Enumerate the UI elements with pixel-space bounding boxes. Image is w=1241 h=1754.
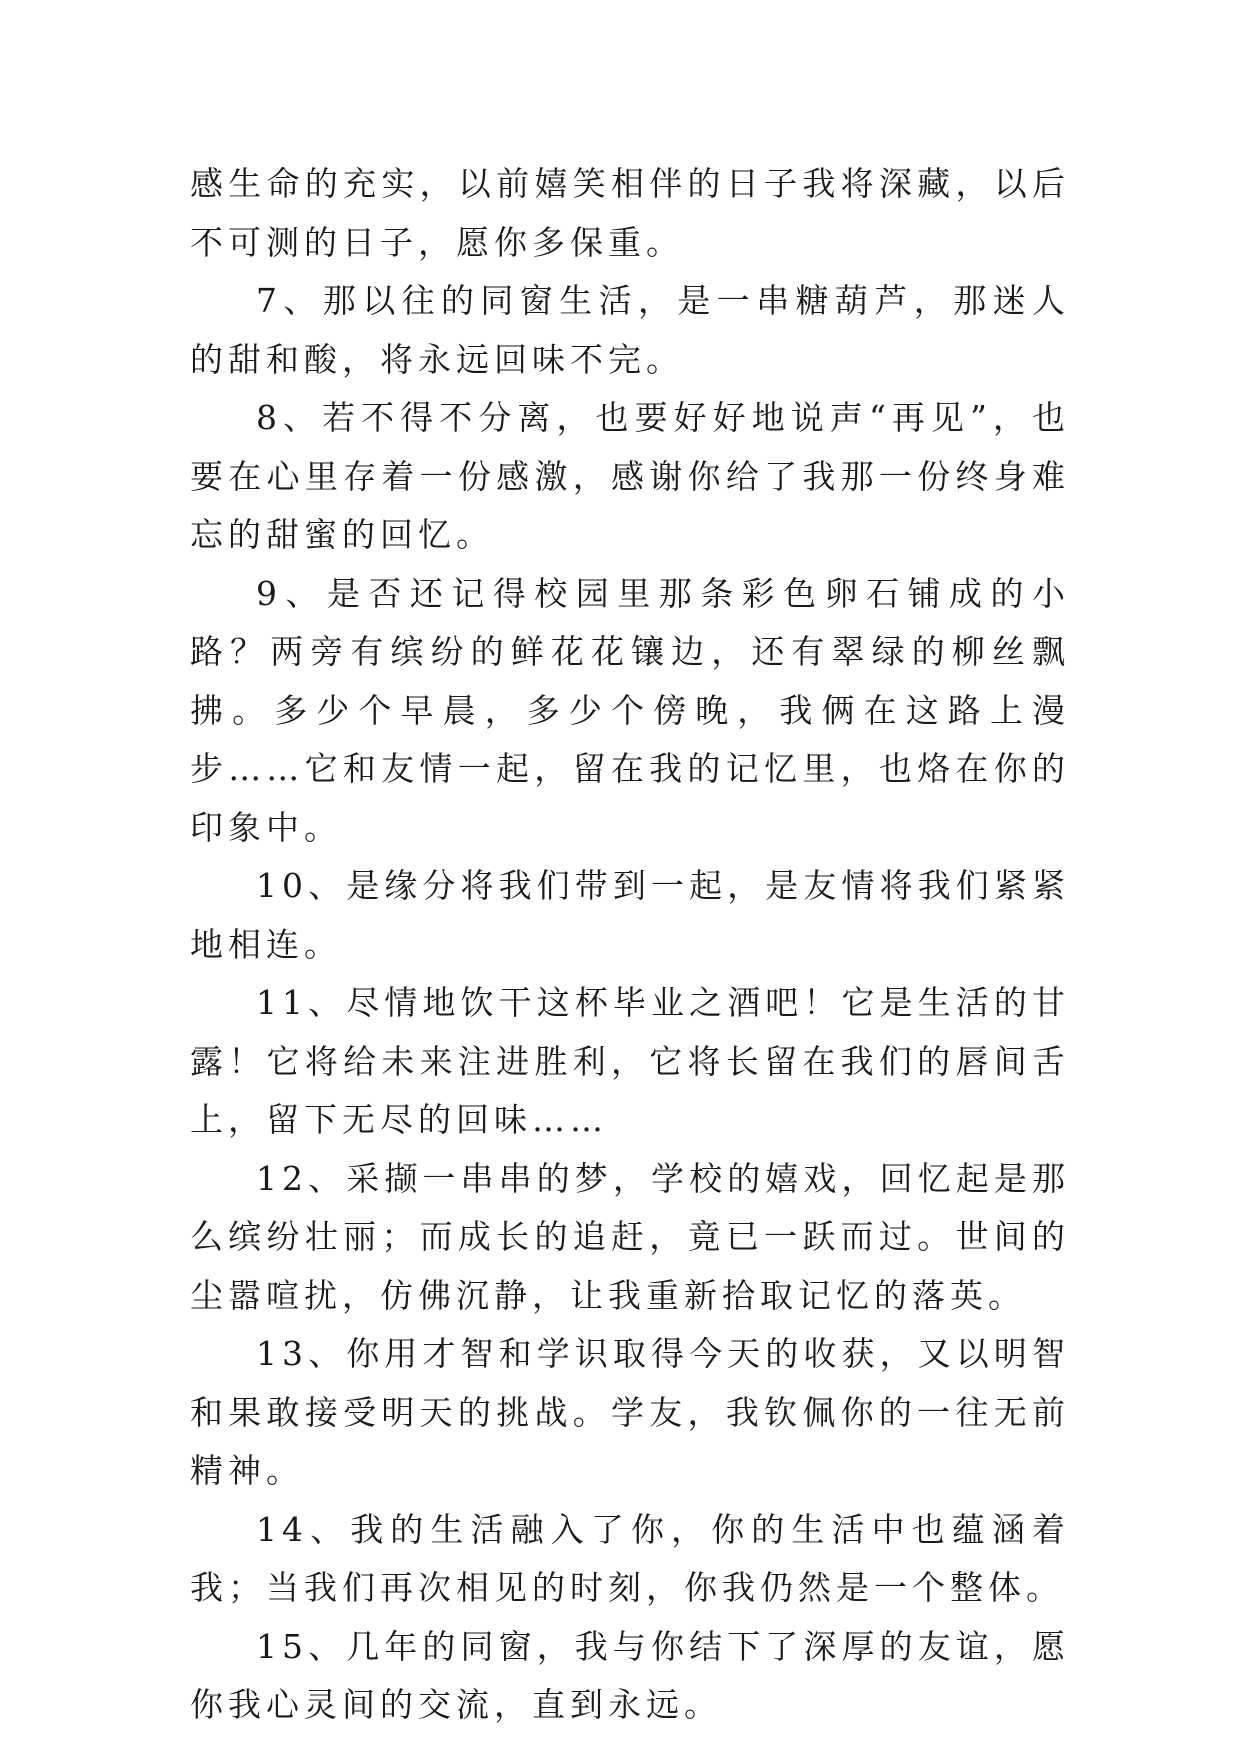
- paragraph-8: 8、若不得不分离，也要好好地说声“再见”，也要在心里存着一份感激，感谢你给了我那一份终身难忘的甜蜜的回忆。: [190, 398, 1070, 554]
- paragraph-14: 14、我的生活融入了你，你的生活中也蕴涵着我；当我们再次相见的时刻，你我仍然是一个整体。: [190, 1509, 1070, 1607]
- paragraph-11: 11、尽情地饮干这杯毕业之酒吧！它是生活的甘露！它将给未来注进胜利，它将长留在我们的唇间舌上，留下无尽的回味……: [190, 983, 1070, 1139]
- paragraph-10: 10、是缘分将我们带到一起，是友情将我们紧紧地相连。: [190, 866, 1070, 964]
- document-body: [190, 155, 1070, 1735]
- paragraph-continuation: 感生命的充实，以前嬉笑相伴的日子我将深藏，以后不可测的日子，愿你多保重。: [190, 164, 1070, 262]
- paragraph-12: 12、采撷一串串的梦，学校的嬉戏，回忆起是那么缤纷壮丽；而成长的追赶，竟已一跃而过。世间的尘嚣喧扰，仿佛沉静，让我重新拾取记忆的落英。: [190, 1158, 1070, 1315]
- paragraph-9: 9、是否还记得校园里那条彩色卵石铺成的小路？两旁有缤纷的鲜花花镶边，还有翠绿的柳丝飘拂。多少个早晨，多少个傍晚，我俩在这路上漫步……它和友情一起，留在我的记忆里，也烙在你的印象中。: [190, 573, 1070, 847]
- paragraph-13: 13、你用才智和学识取得今天的收获，又以明智和果敢接受明天的挑战。学友，我钦佩你的一往无前精神。: [190, 1334, 1070, 1490]
- paragraph-7: 7、那以往的同窗生活，是一串糖葫芦，那迷人的甜和酸，将永远回味不完。: [190, 281, 1070, 379]
- paragraph-15: 15、几年的同窗，我与你结下了深厚的友谊，愿你我心灵间的交流，直到永远。: [190, 1626, 1070, 1724]
